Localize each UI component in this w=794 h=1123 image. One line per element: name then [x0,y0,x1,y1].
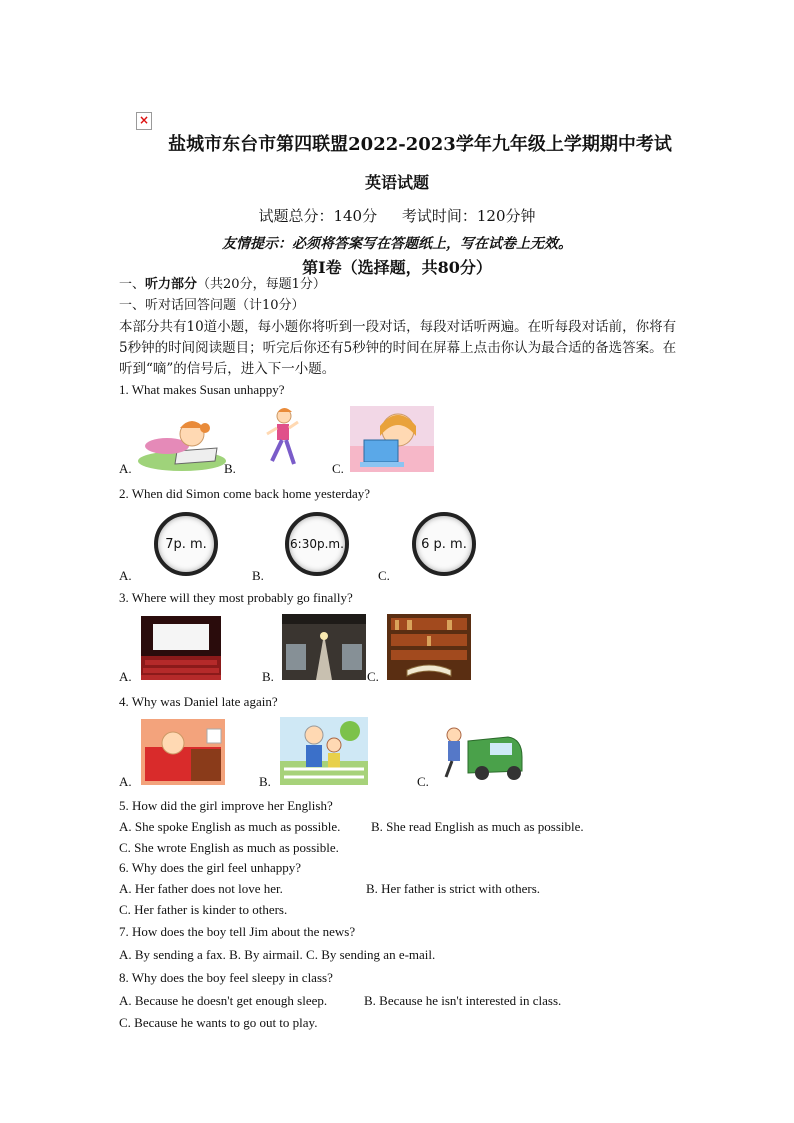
clock-630pm: 6:30p.m. [285,512,349,576]
option-a-label[interactable]: A. [119,568,132,583]
q6-option-a[interactable]: A. Her father does not love her. [119,881,283,896]
option-c-label[interactable]: C. [378,568,390,583]
question-8: 8. Why does the boy feel sleepy in class? [119,970,333,985]
girl-reading-image [137,406,227,472]
sub-heading: 一、听对话回答问题（计10分） [119,298,305,313]
option-a-label[interactable]: A. [119,461,132,476]
girl-computer-image [350,406,434,472]
question-1: 1. What makes Susan unhappy? [119,382,285,397]
library-image [387,614,471,680]
option-b-label[interactable]: B. [259,774,271,789]
q5-option-a[interactable]: A. She spoke English as much as possible. [119,819,341,834]
instructions: 本部分共有10道小题，每小题你将听到一段对话，每段对话听两遍。在听每段对话前，你将有5秒钟的时间阅读题目；听完后你还有5秒钟的时间在屏幕上点击你认为最合适的备选答案。在听到“嘀”的信号后，进入下一小题。 [119,319,677,377]
q5-option-c[interactable]: C. She wrote English as much as possible. [119,840,339,855]
volume-heading: 第I卷（选择题，共80分） [302,258,492,277]
option-c-label[interactable]: C. [367,669,379,684]
cinema-image [141,616,221,680]
question-4: 4. Why was Daniel late again? [119,694,278,709]
exam-title: 盐城市东台市第四联盟2022-2023学年九年级上学期期中考试 [168,134,672,155]
friendly-tip: 友情提示：必须将答案写在答题纸上，写在试卷上无效。 [222,236,572,252]
question-3: 3. Where will they most probably go finally? [119,590,353,605]
q6-option-b[interactable]: B. Her father is strict with others. [366,881,541,896]
q8-option-a[interactable]: A. Because he doesn't get enough sleep. [119,993,328,1008]
option-b-label[interactable]: B. [224,461,236,476]
question-6: 6. Why does the girl feel unhappy? [119,860,302,875]
option-c-label[interactable]: C. [417,774,429,789]
option-c-label[interactable]: C. [332,461,344,476]
option-b-label[interactable]: B. [252,568,264,583]
question-2: 2. When did Simon come back home yesterday? [119,486,371,501]
girl-running-image [262,406,300,470]
q5-option-b[interactable]: B. She read English as much as possible. [371,819,584,834]
option-b-label[interactable]: B. [262,669,274,684]
clock-7pm: 7p. m. [154,512,218,576]
boy-helping-old-man-image [280,717,368,785]
boy-in-bed-image [141,719,225,785]
exam-info [0,205,794,226]
section-heading: 一、听力部分（共20分，每题1分） [119,277,326,292]
q8-option-b[interactable]: B. Because he isn't interested in class. [364,993,562,1008]
museum-image [282,614,366,680]
clock-6pm: 6 p. m. [412,512,476,576]
total-score: 试题总分：140分 [258,207,378,225]
car-broken-image [438,717,526,783]
option-a-label[interactable]: A. [119,669,132,684]
question-5: 5. How did the girl improve her English? [119,798,333,813]
q6-option-c[interactable]: C. Her father is kinder to others. [119,902,288,917]
q8-option-c[interactable]: C. Because he wants to go out to play. [119,1015,318,1030]
exam-time: 考试时间：120分钟 [401,207,536,225]
q7-options[interactable]: A. By sending a fax. B. By airmail. C. By sending an e-mail. [119,947,436,962]
subject-title: 英语试题 [364,173,429,192]
broken-image-icon: × [136,112,152,130]
question-7: 7. How does the boy tell Jim about the news? [119,924,356,939]
option-a-label[interactable]: A. [119,774,132,789]
